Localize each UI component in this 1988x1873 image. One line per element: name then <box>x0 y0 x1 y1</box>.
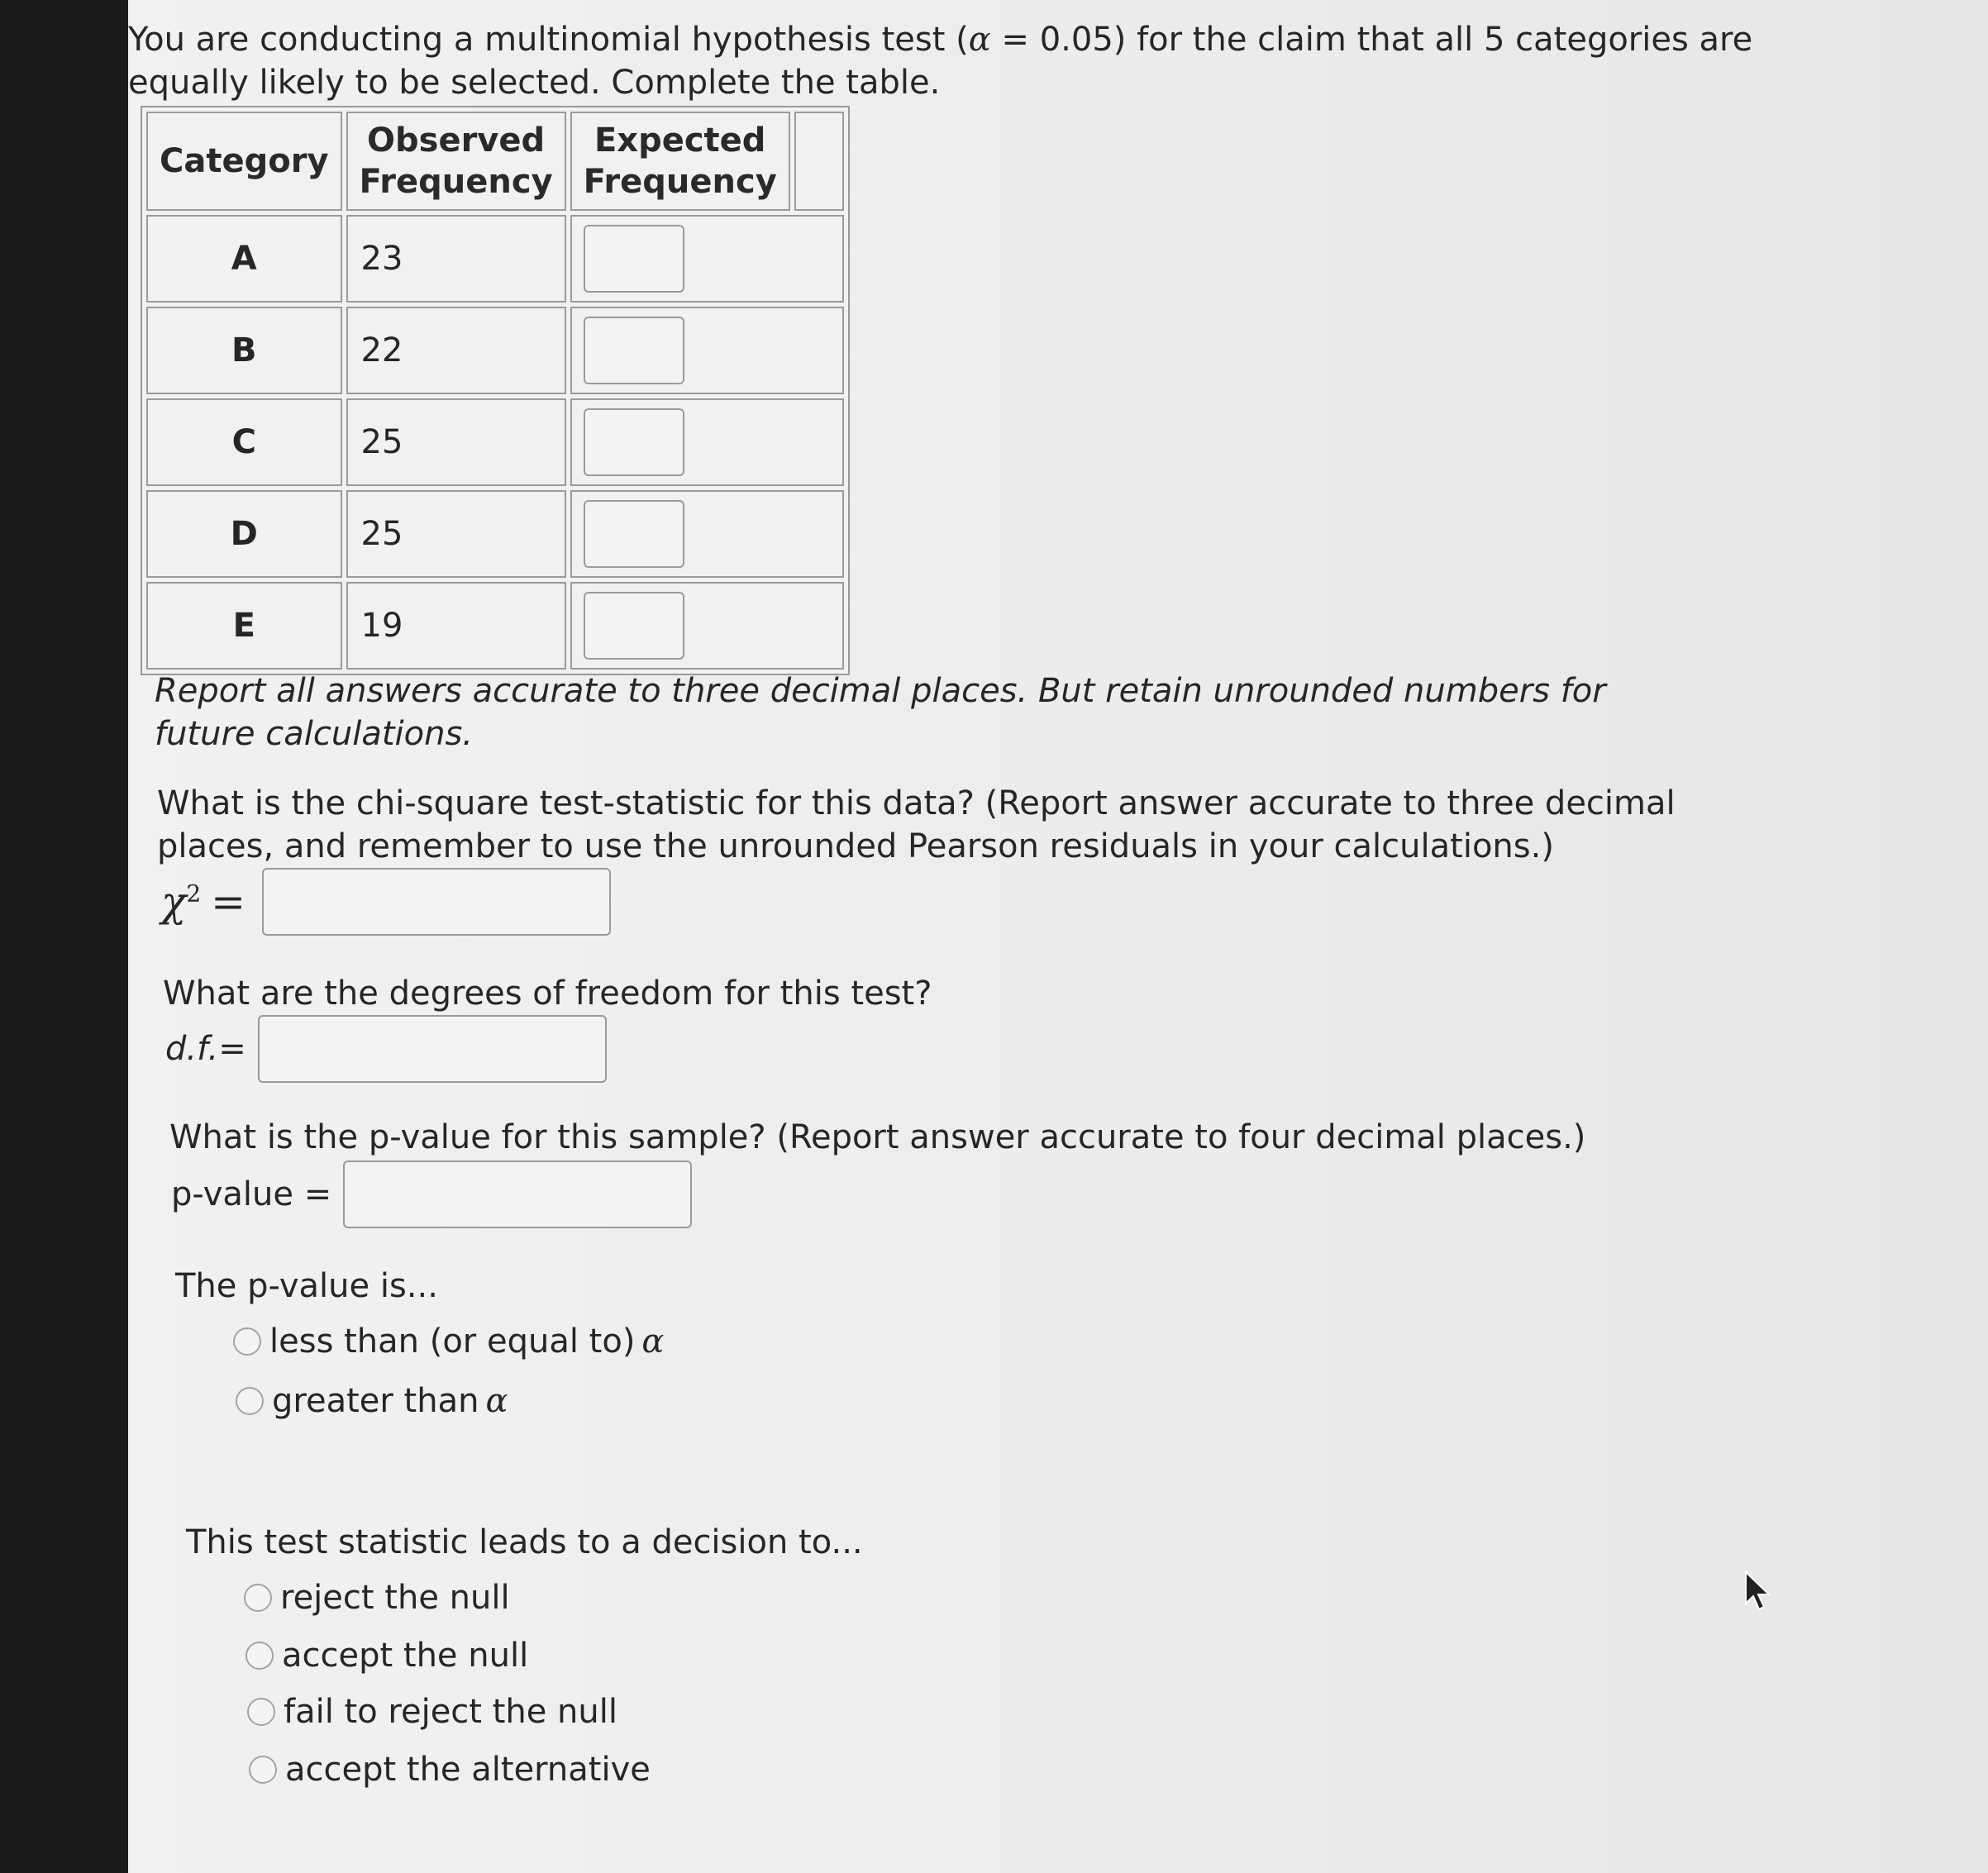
expected-input-c[interactable] <box>584 408 684 476</box>
table-row <box>146 490 844 578</box>
table-row <box>146 398 844 486</box>
alpha-symbol: α <box>485 1382 508 1420</box>
category-cell: A <box>146 215 342 303</box>
observed-cell: 19 <box>346 582 566 670</box>
category-cell: D <box>146 490 342 578</box>
option-label: less than (or equal to) <box>269 1323 636 1361</box>
expected-cell <box>570 215 844 303</box>
expected-cell <box>570 398 844 486</box>
equals-sign: = <box>211 878 246 926</box>
option-greater-than-alpha[interactable] <box>236 1382 508 1420</box>
decision-prompt: This test statistic leads to a decision to... <box>186 1523 863 1561</box>
mouse-pointer-icon <box>1744 1570 1772 1612</box>
pvalue-row <box>171 1160 692 1228</box>
table-row <box>146 582 844 670</box>
radio-circle[interactable] <box>233 1327 261 1356</box>
chi-square-input[interactable] <box>262 868 611 936</box>
df-question: What are the degrees of freedom for this test? <box>163 975 932 1013</box>
expected-input-b[interactable] <box>584 317 684 384</box>
alpha-symbol: α <box>968 21 991 59</box>
expected-cell <box>570 307 844 394</box>
option-accept-null[interactable] <box>246 1637 528 1675</box>
category-cell: C <box>146 398 342 486</box>
option-fail-to-reject-null[interactable] <box>247 1693 617 1731</box>
chi-square-question: What is the chi-square test-statistic for this data? (Report answer accurate to three decimal places, and remember to use the unrounded Pearson residuals in your calculations.) <box>157 784 1676 865</box>
observed-cell: 25 <box>346 398 566 486</box>
observed-cell: 25 <box>346 490 566 578</box>
expected-input-a[interactable] <box>584 225 684 293</box>
radio-circle[interactable] <box>236 1387 264 1415</box>
option-label: fail to reject the null <box>284 1693 617 1731</box>
expected-cell <box>570 582 844 670</box>
observed-cell: 22 <box>346 307 566 394</box>
df-label: d.f.= <box>165 1030 246 1068</box>
radio-circle[interactable] <box>246 1642 274 1670</box>
chi-square-row <box>161 868 611 936</box>
option-accept-alternative[interactable] <box>249 1751 651 1789</box>
table-header-row <box>146 112 844 211</box>
option-reject-null[interactable] <box>244 1579 510 1617</box>
option-label: accept the null <box>282 1637 529 1675</box>
radio-circle[interactable] <box>249 1756 277 1784</box>
chi-square-symbol: $\chi^2$ <box>161 878 202 926</box>
df-input[interactable] <box>258 1015 607 1083</box>
category-cell: B <box>146 307 342 394</box>
pvalue-compare-prompt: The p-value is... <box>175 1267 438 1305</box>
alpha-symbol: α <box>641 1323 665 1361</box>
table-row <box>146 215 844 303</box>
header-expected: Expected Frequency <box>570 112 790 211</box>
expected-input-d[interactable] <box>584 500 684 568</box>
header-observed: Observed Frequency <box>346 112 566 211</box>
option-label: greater than <box>272 1382 479 1420</box>
radio-circle[interactable] <box>244 1584 272 1612</box>
pvalue-label: p-value = <box>171 1175 332 1213</box>
category-cell: E <box>146 582 342 670</box>
option-label: reject the null <box>280 1579 510 1617</box>
observed-cell: 23 <box>346 215 566 303</box>
expected-input-e[interactable] <box>584 592 684 660</box>
option-less-than-alpha[interactable] <box>233 1323 664 1361</box>
rounding-note: Report all answers accurate to three decimal places. But retain unrounded numbers for future calculations. <box>155 672 1606 753</box>
expected-cell <box>570 490 844 578</box>
header-category: Category <box>146 112 342 211</box>
option-label: accept the alternative <box>285 1751 651 1789</box>
header-blank <box>794 112 844 211</box>
pvalue-input[interactable] <box>343 1160 692 1228</box>
df-row <box>165 1015 607 1083</box>
pvalue-question: What is the p-value for this sample? (Report answer accurate to four decimal places.) <box>169 1118 1586 1156</box>
question-intro: You are conducting a multinomial hypothesis test (α = 0.05) for the claim that all 5 categories are equally likely to be selected. Complete the table. <box>128 21 1753 102</box>
table-row <box>146 307 844 394</box>
frequency-table <box>141 106 850 675</box>
radio-circle[interactable] <box>247 1698 275 1726</box>
